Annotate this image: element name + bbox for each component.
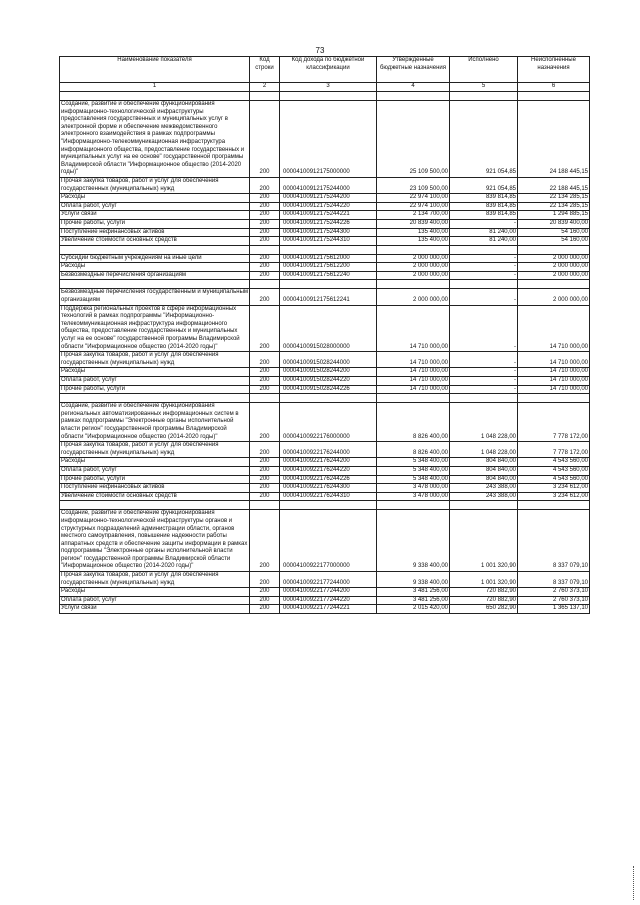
row-approved-cell: 8 826 400,00 [377, 403, 450, 442]
empty-cell [280, 280, 377, 289]
row-code-cell: 200 [250, 219, 280, 228]
row-class-code-cell: 00004100915028244220 [280, 377, 377, 386]
table-body [60, 92, 590, 614]
table-row [60, 101, 590, 178]
row-unexecuted-cell: 2 000 000,00 [518, 254, 590, 263]
header-name: Наименование показателя [60, 57, 250, 83]
row-code-cell: 200 [250, 368, 280, 377]
row-code-cell: 200 [250, 352, 280, 368]
table-row [60, 466, 590, 475]
row-executed-cell: 804 840,00 [450, 475, 518, 484]
row-code-cell: 200 [250, 289, 280, 305]
row-executed-cell: 650 282,90 [450, 605, 518, 614]
table-row [60, 237, 590, 246]
row-approved-cell: 135 400,00 [377, 228, 450, 237]
row-name-cell: Создание, развитие и обеспечение функционирования информационно-технологической инфраструктуры предоставления государственных и муниципальных услуг в электронной форме и обеспечение межведомственного электронного взаимодействия в рамках подпрограммы "Информационно-телекоммуникационная инфраструктура информационного общества, предоставление государственных и муниципальных услуг на ее основе" государственной программы Владимирской области "Информационное общество (2014-2020 годы)" [60, 101, 250, 178]
row-approved-cell: 5 348 400,00 [377, 475, 450, 484]
row-class-code-cell: 00004100922176000000 [280, 403, 377, 442]
row-code-cell: 200 [250, 510, 280, 572]
row-executed-cell: - [450, 377, 518, 386]
row-code-cell: 200 [250, 572, 280, 588]
row-approved-cell: 2 134 700,00 [377, 211, 450, 220]
row-class-code-cell: 00004100912175244200 [280, 194, 377, 203]
empty-cell [450, 394, 518, 403]
row-name-cell: Прочие работы, услуги [60, 475, 250, 484]
row-name-cell: Прочие работы, услуги [60, 385, 250, 394]
row-class-code-cell: 00004100915028244000 [280, 352, 377, 368]
row-name-cell: Увеличение стоимости основных средств [60, 237, 250, 246]
row-name-cell: Расходы [60, 458, 250, 467]
row-name-cell: Создание, развитие и обеспечение функционирования региональных автоматизированных информационных систем в рамках подпрограммы "Электронные органы исполнительной власти регион" государственной программы Владимирской области "Информационное общество (2014-2020 годы)" [60, 403, 250, 442]
row-executed-cell: - [450, 352, 518, 368]
row-code-cell: 200 [250, 377, 280, 386]
empty-cell [377, 280, 450, 289]
row-executed-cell: - [450, 305, 518, 352]
empty-cell [280, 501, 377, 510]
table-row [60, 202, 590, 211]
row-unexecuted-cell: 1 365 137,10 [518, 605, 590, 614]
header-number: 2 [250, 83, 280, 92]
row-name-cell: Поступление нефинансовых активов [60, 484, 250, 493]
row-unexecuted-cell: 1 294 885,15 [518, 211, 590, 220]
row-unexecuted-cell: 22 134 285,15 [518, 202, 590, 211]
row-name-cell: Расходы [60, 368, 250, 377]
header-number: 6 [518, 83, 590, 92]
row-approved-cell: 25 109 500,00 [377, 101, 450, 178]
row-executed-cell: 243 388,00 [450, 492, 518, 501]
header-row-code: Код строки [250, 57, 280, 83]
row-code-cell: 200 [250, 385, 280, 394]
row-approved-cell: 5 348 400,00 [377, 466, 450, 475]
row-unexecuted-cell: 14 710 000,00 [518, 377, 590, 386]
table-row [60, 177, 590, 193]
row-approved-cell: 9 338 400,00 [377, 510, 450, 572]
row-code-cell: 200 [250, 101, 280, 178]
spacer-row [60, 501, 590, 510]
empty-cell [280, 92, 377, 101]
header-approved: Утвержденные бюджетные назначения [377, 57, 450, 83]
row-class-code-cell: 00004100922176244220 [280, 466, 377, 475]
row-executed-cell: 720 882,90 [450, 596, 518, 605]
row-executed-cell: - [450, 271, 518, 280]
table-row [60, 263, 590, 272]
row-code-cell: 200 [250, 211, 280, 220]
empty-cell [518, 501, 590, 510]
row-name-cell: Прочая закупка товаров, работ и услуг для обеспечения государственных (муниципальных) нужд [60, 177, 250, 193]
row-executed-cell: 1 001 320,90 [450, 510, 518, 572]
budget-execution-table [59, 56, 590, 614]
row-executed-cell: 804 840,00 [450, 458, 518, 467]
row-class-code-cell: 00004100912175244226 [280, 219, 377, 228]
row-approved-cell: 2 000 000,00 [377, 263, 450, 272]
row-class-code-cell: 00004100915028244200 [280, 368, 377, 377]
table-row [60, 377, 590, 386]
row-executed-cell: - [450, 385, 518, 394]
row-code-cell: 200 [250, 492, 280, 501]
row-class-code-cell: 00004100922177000000 [280, 510, 377, 572]
row-code-cell: 200 [250, 466, 280, 475]
row-class-code-cell: 00004100915028000000 [280, 305, 377, 352]
row-code-cell: 200 [250, 237, 280, 246]
row-code-cell: 200 [250, 588, 280, 597]
table-row [60, 510, 590, 572]
row-code-cell: 200 [250, 177, 280, 193]
row-unexecuted-cell: 7 778 172,00 [518, 403, 590, 442]
table-row [60, 211, 590, 220]
table-row [60, 403, 590, 442]
row-unexecuted-cell: 14 710 000,00 [518, 368, 590, 377]
row-executed-cell: 1 048 228,00 [450, 442, 518, 458]
row-unexecuted-cell: 20 839 400,00 [518, 219, 590, 228]
table-row [60, 596, 590, 605]
row-approved-cell: 14 710 000,00 [377, 305, 450, 352]
row-class-code-cell: 00004100912175244000 [280, 177, 377, 193]
empty-cell [450, 501, 518, 510]
edge-mark [633, 866, 638, 900]
row-name-cell: Прочая закупка товаров, работ и услуг для обеспечения государственных (муниципальных) нужд [60, 572, 250, 588]
row-unexecuted-cell: 2 760 373,10 [518, 596, 590, 605]
row-approved-cell: 2 015 420,00 [377, 605, 450, 614]
row-unexecuted-cell: 54 160,00 [518, 237, 590, 246]
row-name-cell: Поддержка региональных проектов в сфере информационных технологий в рамках подпрограммы "Информационно-телекоммуникационная инфраструктура информационного общества, предоставление государственных и муниципальных услуг на ее основе" государственной программы Владимирской области "Информационное общество (2014-2020 годы)" [60, 305, 250, 352]
empty-cell [250, 501, 280, 510]
empty-cell [60, 245, 250, 254]
table-row [60, 492, 590, 501]
row-code-cell: 200 [250, 263, 280, 272]
row-unexecuted-cell: 54 160,00 [518, 228, 590, 237]
table-row [60, 588, 590, 597]
empty-cell [377, 92, 450, 101]
table-row [60, 194, 590, 203]
row-approved-cell: 3 478 000,00 [377, 492, 450, 501]
row-class-code-cell: 00004100922177244220 [280, 596, 377, 605]
row-unexecuted-cell: 3 234 612,00 [518, 484, 590, 493]
row-executed-cell: 1 001 320,90 [450, 572, 518, 588]
header-executed: Исполнено [450, 57, 518, 83]
row-executed-cell: 1 048 228,00 [450, 403, 518, 442]
empty-cell [250, 394, 280, 403]
header-number-row [60, 83, 590, 92]
row-approved-cell: 8 826 400,00 [377, 442, 450, 458]
row-approved-cell: 2 000 000,00 [377, 254, 450, 263]
empty-cell [377, 501, 450, 510]
empty-cell [280, 245, 377, 254]
table-row [60, 352, 590, 368]
row-unexecuted-cell: 7 778 172,00 [518, 442, 590, 458]
row-approved-cell: 3 481 256,00 [377, 588, 450, 597]
row-name-cell: Услуги связи [60, 211, 250, 220]
row-code-cell: 200 [250, 194, 280, 203]
row-class-code-cell: 00004100922177244200 [280, 588, 377, 597]
row-unexecuted-cell: 4 543 560,00 [518, 475, 590, 484]
header-number: 1 [60, 83, 250, 92]
row-approved-cell: 135 400,00 [377, 237, 450, 246]
header-number: 4 [377, 83, 450, 92]
row-class-code-cell: 00004100912175612241 [280, 289, 377, 305]
row-name-cell: Создание, развитие и обеспечение функционирования информационно-технологической инфраструктуры органов и структурных подразделений администрации области, органов местного самоуправления, повышение надежности работы аппаратных средств и обеспечение защиты информации в рамках подпрограммы "Электронные органы исполнительной власти регион" государственной программы Владимирской области "Информационное общество (2014-2020 годы)" [60, 510, 250, 572]
row-unexecuted-cell: 14 710 000,00 [518, 352, 590, 368]
row-name-cell: Расходы [60, 263, 250, 272]
row-executed-cell: 243 388,00 [450, 484, 518, 493]
header-unexecuted: Неисполненные назначения [518, 57, 590, 83]
row-name-cell: Расходы [60, 588, 250, 597]
row-approved-cell: 2 000 000,00 [377, 271, 450, 280]
row-class-code-cell: 00004100922176244310 [280, 492, 377, 501]
empty-cell [280, 394, 377, 403]
row-name-cell: Субсидии бюджетным учреждениям на иные цели [60, 254, 250, 263]
table-row [60, 458, 590, 467]
row-executed-cell: 839 814,85 [450, 211, 518, 220]
row-name-cell: Прочая закупка товаров, работ и услуг для обеспечения государственных (муниципальных) нужд [60, 352, 250, 368]
row-unexecuted-cell: 3 234 612,00 [518, 492, 590, 501]
row-executed-cell: - [450, 368, 518, 377]
table-row [60, 368, 590, 377]
row-unexecuted-cell: 4 543 560,00 [518, 466, 590, 475]
row-approved-cell: 14 710 000,00 [377, 368, 450, 377]
row-unexecuted-cell: 2 760 373,10 [518, 588, 590, 597]
row-unexecuted-cell: 4 543 560,00 [518, 458, 590, 467]
row-class-code-cell: 00004100912175244300 [280, 228, 377, 237]
row-approved-cell: 14 710 000,00 [377, 352, 450, 368]
row-executed-cell: 81 240,00 [450, 228, 518, 237]
spacer-row [60, 245, 590, 254]
row-name-cell: Увеличение стоимости основных средств [60, 492, 250, 501]
row-code-cell: 200 [250, 484, 280, 493]
row-unexecuted-cell: 2 000 000,00 [518, 289, 590, 305]
row-executed-cell: 921 054,85 [450, 101, 518, 178]
table-row [60, 219, 590, 228]
row-executed-cell: 81 240,00 [450, 237, 518, 246]
row-approved-cell: 2 000 000,00 [377, 289, 450, 305]
page-number: 73 [315, 46, 325, 55]
empty-cell [450, 92, 518, 101]
row-code-cell: 200 [250, 305, 280, 352]
row-class-code-cell: 00004100915028244226 [280, 385, 377, 394]
spacer-row [60, 280, 590, 289]
row-approved-cell: 20 839 400,00 [377, 219, 450, 228]
row-code-cell: 200 [250, 475, 280, 484]
header-row [60, 57, 590, 83]
row-class-code-cell: 00004100912175000000 [280, 101, 377, 178]
row-name-cell: Оплата работ, услуг [60, 596, 250, 605]
row-executed-cell: - [450, 289, 518, 305]
table-row [60, 475, 590, 484]
table-row [60, 484, 590, 493]
header-number: 5 [450, 83, 518, 92]
row-unexecuted-cell: 22 134 285,15 [518, 194, 590, 203]
header-number: 3 [280, 83, 377, 92]
table-row [60, 271, 590, 280]
row-code-cell: 200 [250, 271, 280, 280]
row-executed-cell: - [450, 219, 518, 228]
row-unexecuted-cell: 22 188 445,15 [518, 177, 590, 193]
row-code-cell: 200 [250, 596, 280, 605]
row-unexecuted-cell: 2 000 000,00 [518, 263, 590, 272]
row-approved-cell: 9 338 400,00 [377, 572, 450, 588]
row-code-cell: 200 [250, 254, 280, 263]
row-name-cell: Расходы [60, 194, 250, 203]
row-approved-cell: 14 710 000,00 [377, 377, 450, 386]
row-unexecuted-cell: 24 188 445,15 [518, 101, 590, 178]
row-executed-cell: - [450, 254, 518, 263]
row-unexecuted-cell: 8 337 079,10 [518, 510, 590, 572]
row-class-code-cell: 00004100912175244220 [280, 202, 377, 211]
row-name-cell: Безвозмездные перечисления государственным и муниципальным организациям [60, 289, 250, 305]
row-class-code-cell: 00004100922176244300 [280, 484, 377, 493]
row-approved-cell: 3 478 000,00 [377, 484, 450, 493]
empty-cell [450, 245, 518, 254]
row-name-cell: Безвозмездные перечисления организациям [60, 271, 250, 280]
empty-cell [518, 394, 590, 403]
empty-cell [60, 501, 250, 510]
row-approved-cell: 22 974 100,00 [377, 194, 450, 203]
row-executed-cell: 839 814,85 [450, 194, 518, 203]
table-row [60, 289, 590, 305]
header-class-code: Код дохода по бюджетной классификации [280, 57, 377, 83]
empty-cell [60, 394, 250, 403]
table-row [60, 385, 590, 394]
row-executed-cell: - [450, 263, 518, 272]
row-approved-cell: 3 481 256,00 [377, 596, 450, 605]
row-approved-cell: 5 348 400,00 [377, 458, 450, 467]
row-approved-cell: 23 109 500,00 [377, 177, 450, 193]
empty-cell [250, 245, 280, 254]
row-code-cell: 200 [250, 228, 280, 237]
row-name-cell: Прочие работы, услуги [60, 219, 250, 228]
row-executed-cell: 839 814,85 [450, 202, 518, 211]
empty-cell [518, 245, 590, 254]
empty-cell [377, 245, 450, 254]
spacer-row [60, 394, 590, 403]
row-name-cell: Оплата работ, услуг [60, 202, 250, 211]
row-class-code-cell: 00004100912175244310 [280, 237, 377, 246]
empty-cell [250, 92, 280, 101]
row-executed-cell: 720 882,90 [450, 588, 518, 597]
row-name-cell: Поступление нефинансовых активов [60, 228, 250, 237]
empty-cell [250, 280, 280, 289]
empty-cell [518, 280, 590, 289]
row-name-cell: Оплата работ, услуг [60, 377, 250, 386]
empty-cell [60, 92, 250, 101]
row-executed-cell: 804 840,00 [450, 466, 518, 475]
row-class-code-cell: 00004100912175612000 [280, 254, 377, 263]
table-row [60, 442, 590, 458]
table-row [60, 605, 590, 614]
row-approved-cell: 14 710 000,00 [377, 385, 450, 394]
empty-cell [377, 394, 450, 403]
table-row [60, 228, 590, 237]
row-code-cell: 200 [250, 442, 280, 458]
row-class-code-cell: 00004100922177244000 [280, 572, 377, 588]
row-class-code-cell: 00004100922176244200 [280, 458, 377, 467]
row-unexecuted-cell: 14 710 000,00 [518, 385, 590, 394]
row-class-code-cell: 00004100922176244000 [280, 442, 377, 458]
table-row [60, 305, 590, 352]
row-class-code-cell: 00004100922177244221 [280, 605, 377, 614]
empty-cell [450, 280, 518, 289]
row-name-cell: Оплата работ, услуг [60, 466, 250, 475]
row-class-code-cell: 00004100912175612200 [280, 263, 377, 272]
row-code-cell: 200 [250, 458, 280, 467]
row-approved-cell: 22 974 100,00 [377, 202, 450, 211]
table-row [60, 572, 590, 588]
row-unexecuted-cell: 2 000 000,00 [518, 271, 590, 280]
row-class-code-cell: 00004100912175244221 [280, 211, 377, 220]
row-code-cell: 200 [250, 202, 280, 211]
empty-cell [518, 92, 590, 101]
row-code-cell: 200 [250, 605, 280, 614]
row-name-cell: Прочая закупка товаров, работ и услуг для обеспечения государственных (муниципальных) нужд [60, 442, 250, 458]
row-class-code-cell: 00004100912175612240 [280, 271, 377, 280]
empty-cell [60, 280, 250, 289]
row-name-cell: Услуги связи [60, 605, 250, 614]
row-code-cell: 200 [250, 403, 280, 442]
spacer-row [60, 92, 590, 101]
row-unexecuted-cell: 8 337 079,10 [518, 572, 590, 588]
table-row [60, 254, 590, 263]
row-executed-cell: 921 054,85 [450, 177, 518, 193]
row-unexecuted-cell: 14 710 000,00 [518, 305, 590, 352]
row-class-code-cell: 00004100922176244226 [280, 475, 377, 484]
